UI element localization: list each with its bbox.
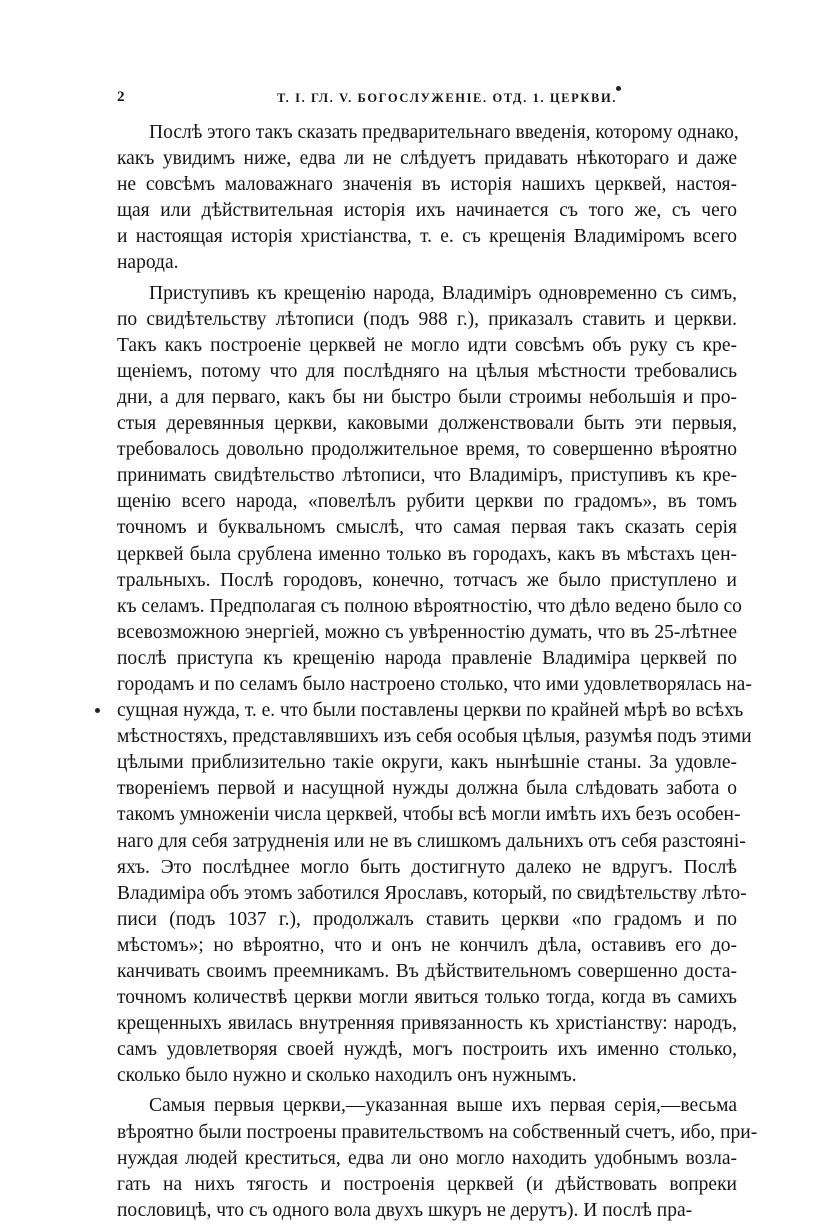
text-line: требовалось довольно продолжительное время, то совершенно вѣроятно (117, 439, 737, 461)
text-line: пословицѣ, что съ одного вола двухъ шкуръ не дерутъ). И послѣ пра- (117, 1199, 693, 1221)
running-title: Т. I. ГЛ. V. БОГОСЛУЖЕНІЕ. ОТД. 1. ЦЕРКВИ. (277, 91, 618, 105)
text-line: по свидѣтельству лѣтописи (подъ 988 г.), приказалъ ставить и церкви. (117, 308, 737, 330)
running-head (117, 89, 737, 109)
text-line: мѣстомъ»; но вѣроятно, что и онъ не кончилъ дѣла, оставивъ его до- (117, 934, 737, 956)
text-line: точномъ количествѣ церкви могли явиться только тогда, когда въ самихъ (117, 987, 737, 1009)
text-line: какъ увидимъ ниже, едва ли не слѣдуетъ придавать нѣкотораго и даже (117, 148, 737, 170)
text-line: къ селамъ. Предполагая съ полною вѣроятностію, что дѣло ведено было со (117, 595, 742, 617)
text-line: народа. (117, 252, 179, 274)
text-line: мѣстностяхъ, представлявшихъ изъ себя особыя цѣлыя, разумѣя подъ этими (117, 726, 752, 748)
text-line: городамъ и по селамъ было настроено столько, что ими удовлетворялась на- (117, 673, 752, 695)
print-speck (95, 708, 100, 713)
text-line: щеніемъ, потому что для послѣдняго на цѣлыя мѣстности требовались (117, 360, 737, 382)
text-line: Владиміра объ этомъ заботился Ярославъ, который, по свидѣтельству лѣто- (117, 882, 747, 904)
text-line: крещенныхъ явилась внутренняя привязанность къ христіанству: народъ, (117, 1013, 737, 1035)
text-line: наго для себя затрудненія или не въ слишкомъ дальнихъ отъ себя разстояні- (117, 830, 746, 852)
text-line: сущная нужда, т. е. что были поставлены церкви по крайней мѣрѣ во всѣхъ (117, 700, 744, 722)
text-line: не совсѣмъ маловажнаго значенія въ исторія нашихъ церквей, настоя- (117, 174, 737, 196)
text-line: такомъ умноженіи числа церквей, чтобы всѣ могли имѣть ихъ безъ особен- (117, 804, 741, 826)
paragraph (117, 281, 752, 1090)
text-line: самъ удовлетворяя своей нуждѣ, могъ построить ихъ именно столько, (117, 1039, 737, 1061)
text-line: послѣ приступа къ крещенію народа правленіе Владиміра церквей по (117, 647, 737, 669)
text-line: нуждая людей креститься, едва ли оно могло находить удобнымъ возла- (117, 1147, 737, 1169)
text-line: Самыя первыя церкви,—указанная выше ихъ первая серія,—весьма (149, 1095, 737, 1117)
text-line: сколько было нужно и сколько находилъ онъ нужнымъ. (117, 1065, 577, 1087)
text-line: церквей была срублена именно только въ городахъ, какъ въ мѣстахъ цен- (117, 543, 737, 565)
text-line: писи (подъ 1037 г.), продолжалъ ставить церкви «по градомъ и по (117, 908, 737, 930)
text-line: и настоящая исторія христіанства, т. е. съ крещенія Владиміромъ всего (117, 226, 737, 248)
text-line: Послѣ этого такъ сказать предварительнаго введенія, которому однако, (149, 122, 739, 143)
text-line: дни, а для перваго, какъ бы ни быстро были строимы небольшія и про- (117, 386, 737, 408)
text-line: точномъ и буквальномъ смыслѣ, что самая первая такъ сказать серія (117, 517, 737, 539)
text-line: щая или дѣйствительная исторія ихъ начинается съ того же, съ чего (117, 200, 737, 222)
text-line: гать на нихъ тягость и построенія церквей (и дѣйствовать вопреки (117, 1173, 737, 1195)
text-line: канчивать своимъ преемникамъ. Въ дѣйствительномъ совершенно доста- (117, 961, 737, 982)
paragraph (117, 1093, 758, 1223)
text-line: вѣроятно были построены правительствомъ на собственный счетъ, ибо, при- (117, 1121, 758, 1143)
text-line: щенію всего народа, «повелѣлъ рубити церкви по градомъ», въ томъ (117, 491, 737, 513)
text-line: цѣлыми приблизительно такіе округи, какъ нынѣшніе станы. За удовле- (117, 752, 737, 774)
text-line: Приступивъ къ крещенію народа, Владиміръ одновременно съ симъ, (149, 282, 737, 304)
paragraph (117, 120, 737, 277)
text-line: стыя деревянныя церкви, каковыми долженствовали быть эти первыя, (117, 413, 737, 435)
text-line: яхъ. Это послѣднее могло быть достигнуто далеко не вдругъ. Послѣ (117, 856, 737, 878)
print-speck (616, 86, 621, 91)
text-line: твореніемъ первой и насущной нужды должна была слѣдовать забота о (117, 778, 737, 800)
body-text (117, 120, 758, 1224)
text-line: принимать свидѣтельство лѣтописи, что Владиміръ, приступивъ къ кре- (117, 465, 737, 487)
text-line: Такъ какъ построеніе церквей не могло идти совсѣмъ объ руку съ кре- (117, 334, 737, 356)
text-line: тральныхъ. Послѣ городовъ, конечно, тотчасъ же было приступлено и (117, 569, 737, 591)
text-line: всевозможною энергіей, можно съ увѣренностію думать, что въ 25-лѣтнее (117, 621, 737, 643)
page-number: 2 (117, 89, 125, 105)
